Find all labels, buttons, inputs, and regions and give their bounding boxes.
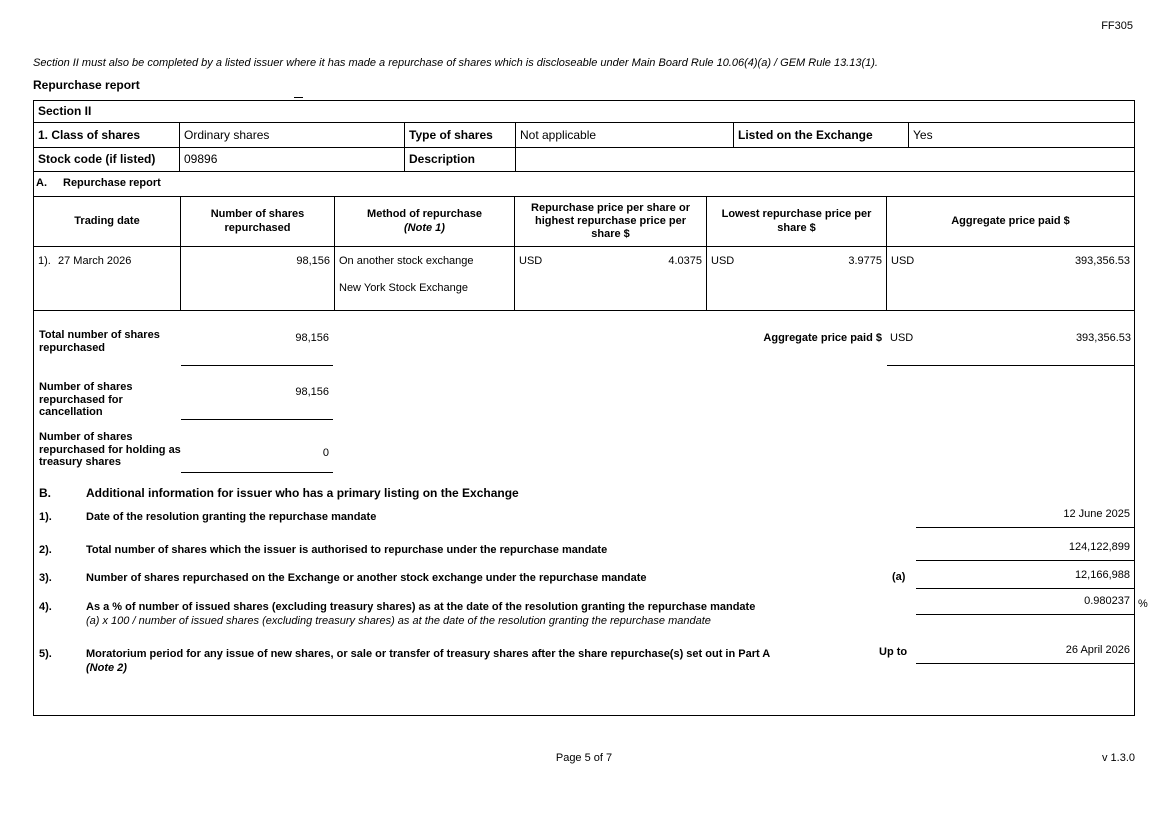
section-ii-note: Section II must also be completed by a listed issuer where it has made a repurchase of shares which is discloseable under Main Board Rule 10.06(4)(a) / GEM Rule 13.13(1). — [33, 57, 878, 69]
item-4-value: 0.980237 — [916, 595, 1134, 615]
row-number: 1). — [38, 255, 51, 267]
type-of-shares-label: Type of shares — [405, 123, 516, 147]
treasury-shares-label: Number of shares repurchased for holding as treasury shares — [39, 431, 181, 469]
shares-header-text: Number of shares repurchased — [210, 208, 305, 234]
item-5-up-to-label: Up to — [879, 646, 908, 658]
cancellation-value: 98,156 — [181, 386, 333, 420]
document-title: Repurchase report — [33, 78, 140, 92]
treasury-shares-value: 0 — [181, 447, 333, 473]
listed-on-exchange-label: Listed on the Exchange — [734, 123, 909, 147]
aggregate-paid-total — [887, 332, 1134, 366]
total-shares-label: Total number of shares repurchased — [39, 329, 160, 354]
trading-date-header-text: Trading date — [74, 214, 140, 227]
item-1-number: 1). — [39, 511, 52, 523]
shares-repurchased-cell: 98,156 — [181, 247, 335, 310]
low-price-value: 3.9775 — [848, 255, 882, 267]
item-2-label: Total number of shares which the issuer is authorised to repurchase under the repurchase mandate — [86, 544, 608, 556]
class-of-shares-label: 1. Class of shares — [34, 123, 180, 147]
aggregate-header-text: Aggregate price paid $ — [951, 214, 1070, 227]
page-number: Page 5 of 7 — [555, 752, 613, 764]
item-4-number: 4). — [39, 601, 52, 613]
part-a-letter: A. — [36, 177, 47, 190]
stock-code-label: Stock code (if listed) — [34, 148, 180, 171]
column-header-high-price — [515, 197, 707, 246]
item-5-value: 26 April 2026 — [916, 644, 1134, 664]
aggregate-paid-label: Aggregate price paid $ — [763, 332, 882, 344]
type-of-shares-value: Not applicable — [516, 123, 734, 147]
aggregate-total-value: 393,356.53 — [1075, 332, 1131, 344]
description-label: Description — [405, 148, 516, 171]
item-3-value: 12,166,988 — [916, 569, 1134, 589]
aggregate-total-currency: USD — [890, 332, 914, 344]
stock-code-row — [34, 148, 1134, 172]
trading-date-value: 27 March 2026 — [58, 255, 132, 267]
method-header-text: Method of repurchase — [367, 208, 482, 221]
part-a-heading: Repurchase report — [63, 177, 161, 190]
item-3-marker-a: (a) — [892, 571, 906, 583]
part-b-heading: Additional information for issuer who has a primary listing on the Exchange — [86, 486, 519, 500]
underscore-mark — [294, 97, 303, 98]
class-of-shares-row — [34, 123, 1134, 148]
form-code: FF305 — [1101, 20, 1133, 32]
repurchase-table-row — [34, 247, 1134, 311]
part-b-letter: B. — [39, 486, 51, 500]
section-ii-header-row — [34, 101, 1134, 123]
item-4-formula: (a) x 100 / number of issued shares (excluding treasury shares) as at the date of the resolution granting the repurchase mandate — [86, 615, 711, 627]
aggregate-value: 393,356.53 — [1074, 255, 1130, 267]
version-label: v 1.3.0 — [1101, 752, 1135, 764]
method-value: On another stock exchange — [339, 255, 474, 267]
item-1-label: Date of the resolution granting the repurchase mandate — [86, 511, 377, 523]
item-2-value: 124,122,899 — [916, 541, 1134, 561]
item-1-value: 12 June 2025 — [916, 508, 1134, 528]
aggregate-currency: USD — [891, 255, 915, 267]
section-ii-label: Section II — [38, 104, 92, 118]
low-price-cell — [707, 247, 887, 310]
column-header-aggregate — [887, 197, 1134, 246]
stock-code-value: 09896 — [180, 148, 405, 171]
high-price-header-text: Repurchase price per share or highest repurchase price per share $ — [531, 201, 690, 241]
high-price-cell — [515, 247, 707, 310]
description-value — [516, 148, 1134, 171]
high-price-value: 4.0375 — [668, 255, 702, 267]
total-shares-value: 98,156 — [181, 332, 333, 366]
method-cell — [335, 247, 515, 310]
item-5-note: (Note 2) — [86, 662, 127, 674]
item-3-number: 3). — [39, 572, 52, 584]
cancellation-label: Number of shares repurchased for cancellation — [39, 381, 133, 419]
item-5-label: Moratorium period for any issue of new shares, or sale or transfer of treasury shares after the share repurchase(s) set out in Part A — [86, 648, 771, 660]
item-4-label: As a % of number of issued shares (excluding treasury shares) as at the date of the resolution granting the repurchase mandate — [86, 601, 756, 613]
repurchase-table-header — [34, 197, 1134, 247]
item-3-label: Number of shares repurchased on the Exchange or another stock exchange under the repurchase mandate — [86, 572, 647, 584]
low-price-currency: USD — [711, 255, 735, 267]
listed-on-exchange-value: Yes — [913, 127, 933, 142]
class-of-shares-value: Ordinary shares — [180, 123, 405, 147]
repurchase-form — [33, 100, 1148, 716]
item-5-number: 5). — [39, 648, 52, 660]
item-4-percent-sign: % — [1138, 598, 1148, 610]
method-detail-value: New York Stock Exchange — [339, 281, 469, 294]
aggregate-paid-cell — [887, 247, 1134, 310]
low-price-header-text: Lowest repurchase price per share $ — [721, 208, 872, 234]
column-header-trading-date — [34, 197, 181, 246]
part-a-heading-row — [34, 172, 1134, 197]
column-header-method — [335, 197, 515, 246]
method-note-text: (Note 1) — [404, 221, 445, 234]
column-header-shares — [181, 197, 335, 246]
trading-date-cell — [34, 247, 181, 310]
column-header-low-price — [707, 197, 887, 246]
item-2-number: 2). — [39, 544, 52, 556]
high-price-currency: USD — [519, 255, 543, 267]
